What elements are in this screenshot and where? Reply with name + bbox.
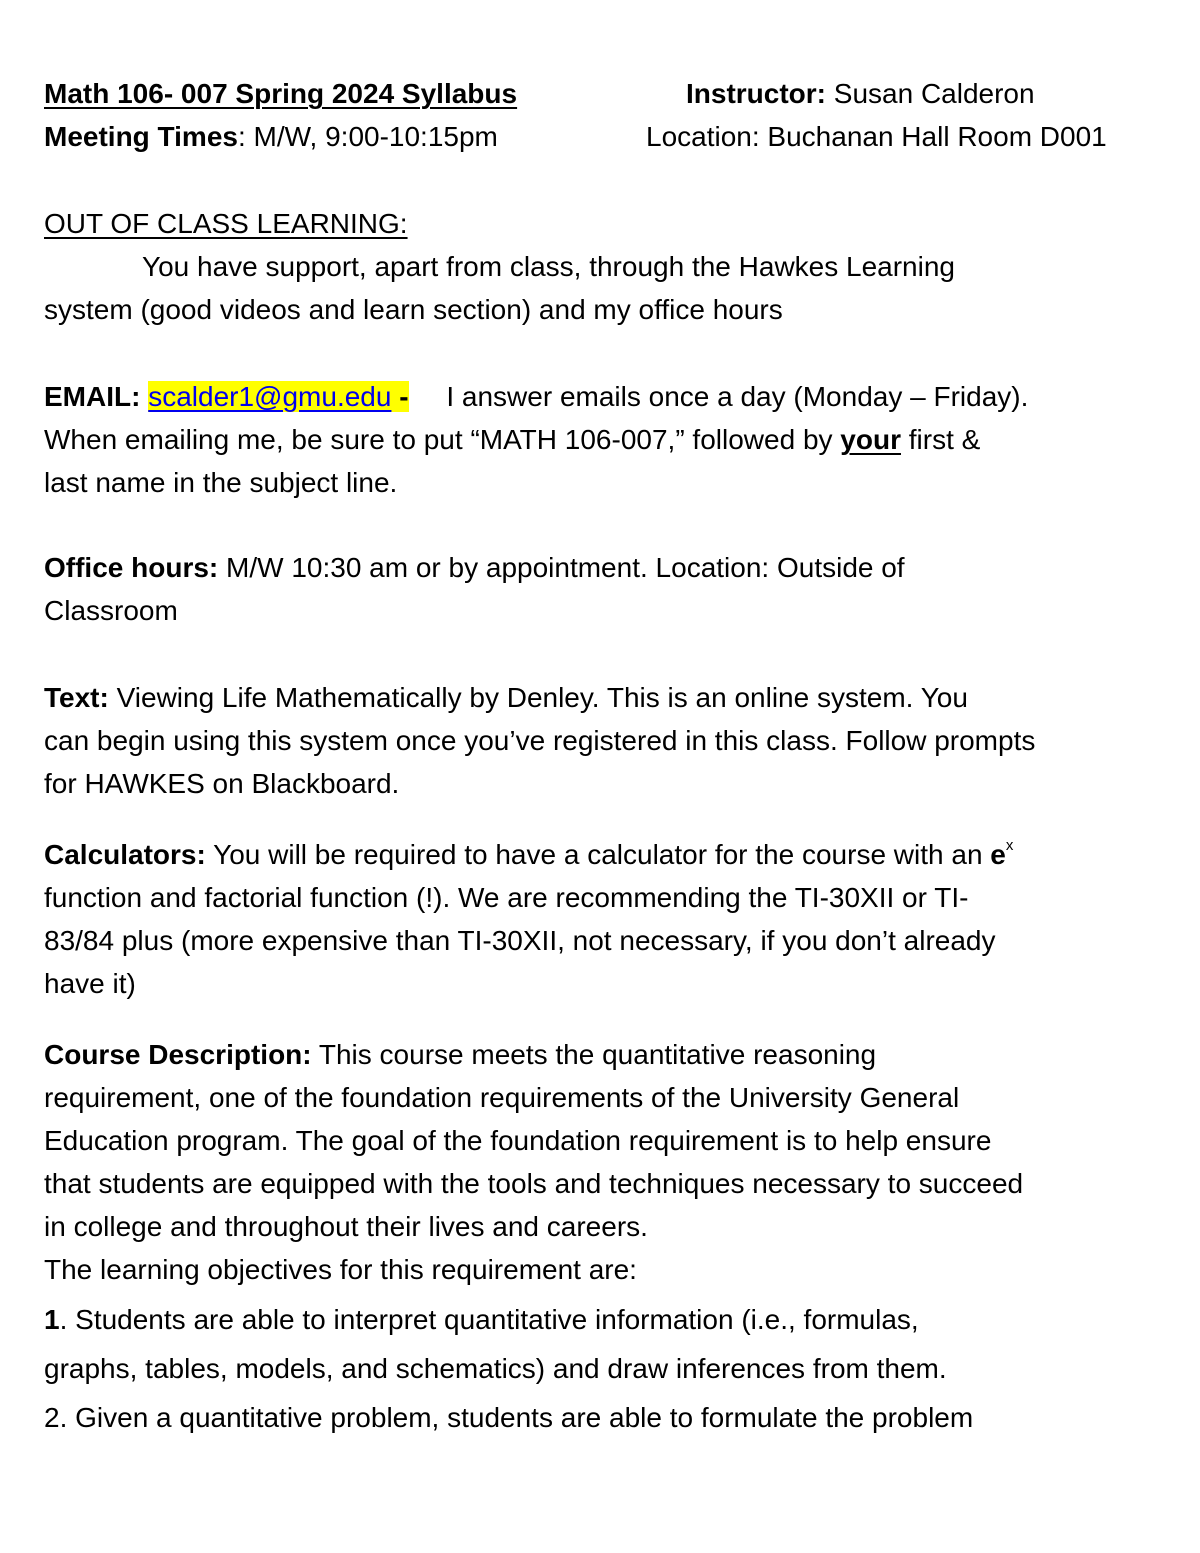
office-hours-line-2: Classroom <box>44 595 178 626</box>
objective-1-line-2: graphs, tables, models, and schematics) and draw inferences from them. <box>44 1353 947 1384</box>
text-line-1 <box>44 678 968 718</box>
calculators-x-superscript: x <box>1005 837 1014 854</box>
email-line-2a: When emailing me, be sure to put “MATH 106-007,” followed by <box>44 424 841 455</box>
course-description-label: Course Description: <box>44 1039 312 1070</box>
course-description-line-5: in college and throughout their lives and careers. <box>44 1211 648 1242</box>
calculators-line-1 <box>44 835 1013 875</box>
instructor-name: Susan Calderon <box>826 78 1035 109</box>
instructor-label: Instructor: <box>686 78 826 109</box>
email-link[interactable]: scalder1@gmu.edu <box>148 381 392 412</box>
email-policy: I answer emails once a day (Monday – Friday). <box>446 381 1029 412</box>
email-label: EMAIL: <box>44 381 141 412</box>
out-of-class-line-1: You have support, apart from class, through the Hawkes Learning <box>142 251 955 282</box>
objective-1-line-1 <box>44 1300 919 1340</box>
course-description-line-1 <box>44 1035 876 1075</box>
email-your-emphasis: your <box>840 424 901 455</box>
course-description-line-2: requirement, one of the foundation requirements of the University General <box>44 1082 960 1113</box>
syllabus-title: Math 106- 007 Spring 2024 Syllabus <box>44 78 518 109</box>
location: Location: Buchanan Hall Room D001 <box>646 121 1107 152</box>
calculators-value: You will be required to have a calculator for the course with an <box>205 839 991 870</box>
meeting-times-value: : M/W, 9:00-10:15pm <box>237 121 498 152</box>
text-label: Text: <box>44 682 109 713</box>
calculators-line-4: have it) <box>44 968 136 999</box>
text-line-2: can begin using this system once you’ve registered in this class. Follow prompts <box>44 725 1036 756</box>
text-line-3: for HAWKES on Blackboard. <box>44 768 400 799</box>
office-hours-label: Office hours: <box>44 552 219 583</box>
calculators-line-3: 83/84 plus (more expensive than TI-30XII, not necessary, if you don’t already <box>44 925 996 956</box>
learning-objectives-intro: The learning objectives for this requirement are: <box>44 1254 637 1285</box>
email-line-2 <box>44 420 980 460</box>
email-highlight <box>148 381 408 412</box>
header-line-1 <box>44 74 517 114</box>
course-description-line-3: Education program. The goal of the foundation requirement is to help ensure <box>44 1125 992 1156</box>
objective-2-line-1: 2. Given a quantitative problem, students are able to formulate the problem <box>44 1402 974 1433</box>
office-hours-value: M/W 10:30 am or by appointment. Location: Outside of <box>218 552 905 583</box>
office-hours-line-1 <box>44 548 905 588</box>
objective-1-number: 1 <box>44 1304 60 1335</box>
out-of-class-line-2: system (good videos and learn section) and my office hours <box>44 294 783 325</box>
course-description-line-4: that students are equipped with the tools and techniques necessary to succeed <box>44 1168 1024 1199</box>
meeting-times <box>44 117 498 157</box>
email-line-1 <box>44 377 1028 417</box>
email-line-2b: first & <box>900 424 981 455</box>
calculators-line-2: function and factorial function (!). We are recommending the TI-30XII or TI- <box>44 882 969 913</box>
text-value: Viewing Life Mathematically by Denley. This is an online system. You <box>108 682 968 713</box>
instructor <box>686 74 1035 114</box>
course-description-value: This course meets the quantitative reasoning <box>311 1039 877 1070</box>
objective-1-text: . Students are able to interpret quantitative information (i.e., formulas, <box>59 1304 919 1335</box>
meeting-times-label: Meeting Times <box>44 121 238 152</box>
calculators-e: e <box>990 839 1006 870</box>
calculators-label: Calculators: <box>44 839 206 870</box>
email-line-3: last name in the subject line. <box>44 467 398 498</box>
out-of-class-heading: OUT OF CLASS LEARNING: <box>44 208 408 239</box>
email-dash: - <box>391 381 409 412</box>
